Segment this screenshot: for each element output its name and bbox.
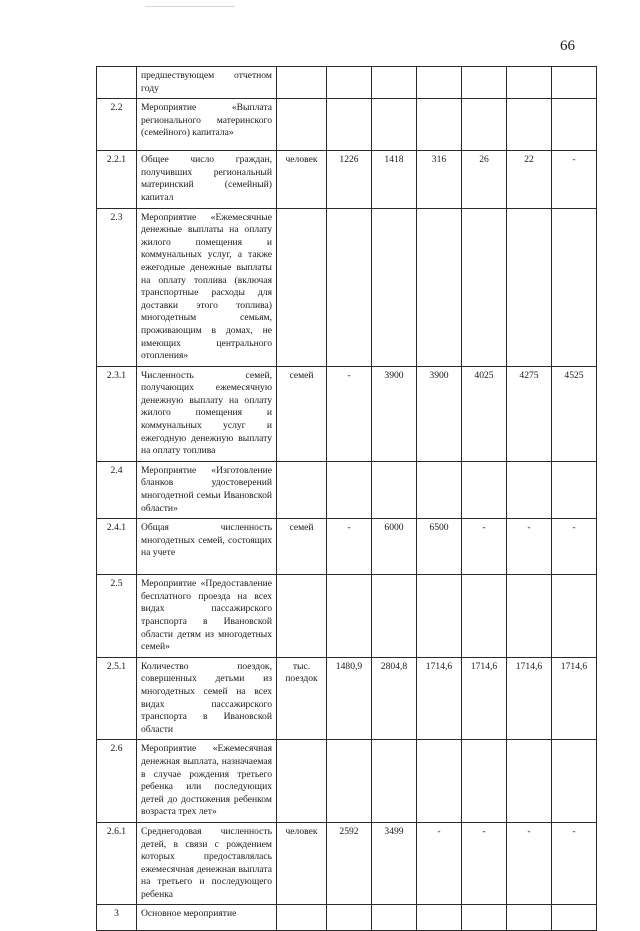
value-cell: - bbox=[327, 519, 372, 575]
value-cell: 1714,6 bbox=[507, 657, 552, 740]
row-description: Среднегодовая численность детей, в связи с рождением которых предоставлялась ежемесячная денежная выплата на третьего и последующего ребенка bbox=[137, 822, 277, 905]
table-row bbox=[97, 905, 597, 931]
value-cell bbox=[552, 575, 597, 658]
value-cell bbox=[462, 99, 507, 151]
value-cell bbox=[462, 905, 507, 931]
value-cell: 6500 bbox=[417, 519, 462, 575]
unit-cell bbox=[277, 461, 327, 518]
unit-cell: человек bbox=[277, 151, 327, 208]
scan-artifact-line bbox=[145, 6, 235, 7]
row-description: Общее число граждан, получивших региональный материнский (семейный) капитал bbox=[137, 151, 277, 208]
row-number: 3 bbox=[97, 905, 137, 931]
value-cell bbox=[327, 208, 372, 366]
row-number: 2.3.1 bbox=[97, 366, 137, 461]
row-description: Мероприятие «Изготовление бланков удостоверений многодетной семьи Ивановской области» bbox=[137, 461, 277, 518]
value-cell: - bbox=[507, 519, 552, 575]
row-description: Общая численность многодетных семей, состоящих на учете bbox=[137, 519, 277, 575]
table-row bbox=[97, 208, 597, 366]
value-cell: 6000 bbox=[372, 519, 417, 575]
row-number: 2.4.1 bbox=[97, 519, 137, 575]
value-cell bbox=[552, 208, 597, 366]
value-cell: 22 bbox=[507, 151, 552, 208]
row-description: Мероприятие «Ежемесячные денежные выплаты на оплату жилого помещения и коммунальных услуг, а также ежегодные денежные выплаты на оплату топлива (включая транспортные расходы для доставки этого топлива) многодетным семьям, проживающим в домах, не имеющих центрального отопления» bbox=[137, 208, 277, 366]
value-cell bbox=[462, 461, 507, 518]
value-cell: 1714,6 bbox=[552, 657, 597, 740]
value-cell bbox=[417, 905, 462, 931]
table-row bbox=[97, 822, 597, 905]
table-row bbox=[97, 151, 597, 208]
unit-cell: семей bbox=[277, 519, 327, 575]
row-number: 2.4 bbox=[97, 461, 137, 518]
value-cell: 1480,9 bbox=[327, 657, 372, 740]
value-cell: 4275 bbox=[507, 366, 552, 461]
value-cell bbox=[372, 208, 417, 366]
unit-cell bbox=[277, 740, 327, 823]
row-number: 2.6.1 bbox=[97, 822, 137, 905]
value-cell bbox=[327, 99, 372, 151]
value-cell bbox=[417, 67, 462, 99]
value-cell bbox=[462, 67, 507, 99]
row-number: 2.5.1 bbox=[97, 657, 137, 740]
table-row bbox=[97, 657, 597, 740]
row-description: Мероприятие «Выплата регионального материнского (семейного) капитала» bbox=[137, 99, 277, 151]
value-cell: - bbox=[507, 822, 552, 905]
row-description: Основное мероприятие bbox=[137, 905, 277, 931]
value-cell bbox=[372, 99, 417, 151]
value-cell bbox=[507, 461, 552, 518]
value-cell: - bbox=[327, 366, 372, 461]
value-cell: 2804,8 bbox=[372, 657, 417, 740]
value-cell bbox=[372, 905, 417, 931]
unit-cell: тыс. поездок bbox=[277, 657, 327, 740]
value-cell: - bbox=[417, 822, 462, 905]
value-cell bbox=[552, 905, 597, 931]
value-cell bbox=[417, 99, 462, 151]
row-description: предшествующем отчетном году bbox=[137, 67, 277, 99]
value-cell bbox=[327, 740, 372, 823]
value-cell bbox=[417, 740, 462, 823]
value-cell bbox=[552, 99, 597, 151]
value-cell: - bbox=[552, 519, 597, 575]
value-cell: 1226 bbox=[327, 151, 372, 208]
value-cell: - bbox=[552, 822, 597, 905]
value-cell bbox=[327, 461, 372, 518]
value-cell: 1714,6 bbox=[417, 657, 462, 740]
table-row bbox=[97, 519, 597, 575]
table-row bbox=[97, 67, 597, 99]
row-number: 2.3 bbox=[97, 208, 137, 366]
table-row bbox=[97, 740, 597, 823]
unit-cell bbox=[277, 208, 327, 366]
value-cell bbox=[372, 740, 417, 823]
value-cell bbox=[417, 461, 462, 518]
row-number: 2.6 bbox=[97, 740, 137, 823]
value-cell bbox=[327, 67, 372, 99]
unit-cell bbox=[277, 99, 327, 151]
unit-cell: семей bbox=[277, 366, 327, 461]
row-description: Численность семей, получающих ежемесячную денежную выплату на оплату жилого помещения и коммунальных услуг и ежегодную денежную выплату на оплату топлива bbox=[137, 366, 277, 461]
value-cell: - bbox=[462, 519, 507, 575]
indicators-table bbox=[96, 66, 597, 931]
value-cell: 3900 bbox=[417, 366, 462, 461]
value-cell: 316 bbox=[417, 151, 462, 208]
value-cell: - bbox=[552, 151, 597, 208]
row-description: Мероприятие «Ежемесячная денежная выплата, назначаемая в случае рождения третьего ребенка или последующих детей до достижения ребенком возраста трех лет» bbox=[137, 740, 277, 823]
unit-cell bbox=[277, 67, 327, 99]
value-cell bbox=[552, 67, 597, 99]
row-number: 2.2 bbox=[97, 99, 137, 151]
row-description: Количество поездок, совершенных детьми из многодетных семей на всех видах пассажирского транспорта в Ивановской области bbox=[137, 657, 277, 740]
row-number: 2.2.1 bbox=[97, 151, 137, 208]
value-cell bbox=[372, 67, 417, 99]
value-cell bbox=[507, 208, 552, 366]
value-cell bbox=[552, 740, 597, 823]
table-row bbox=[97, 366, 597, 461]
unit-cell bbox=[277, 575, 327, 658]
value-cell bbox=[507, 67, 552, 99]
value-cell bbox=[507, 905, 552, 931]
value-cell bbox=[462, 575, 507, 658]
value-cell bbox=[507, 740, 552, 823]
value-cell: 1418 bbox=[372, 151, 417, 208]
value-cell: 26 bbox=[462, 151, 507, 208]
value-cell bbox=[372, 461, 417, 518]
value-cell: - bbox=[462, 822, 507, 905]
value-cell bbox=[507, 99, 552, 151]
value-cell: 2592 bbox=[327, 822, 372, 905]
value-cell: 3499 bbox=[372, 822, 417, 905]
value-cell bbox=[552, 461, 597, 518]
value-cell bbox=[372, 575, 417, 658]
table-row bbox=[97, 575, 597, 658]
value-cell: 4025 bbox=[462, 366, 507, 461]
value-cell bbox=[462, 208, 507, 366]
page-number: 66 bbox=[560, 38, 575, 54]
row-number: 2.5 bbox=[97, 575, 137, 658]
unit-cell bbox=[277, 905, 327, 931]
value-cell bbox=[327, 905, 372, 931]
table-row bbox=[97, 99, 597, 151]
value-cell bbox=[327, 575, 372, 658]
value-cell bbox=[417, 208, 462, 366]
value-cell bbox=[507, 575, 552, 658]
value-cell: 3900 bbox=[372, 366, 417, 461]
value-cell: 4525 bbox=[552, 366, 597, 461]
row-description: Мероприятие «Предоставление бесплатного проезда на всех видах пассажирского транспорта в Ивановской области детям из многодетных семей» bbox=[137, 575, 277, 658]
row-number bbox=[97, 67, 137, 99]
value-cell: 1714,6 bbox=[462, 657, 507, 740]
unit-cell: человек bbox=[277, 822, 327, 905]
table-row bbox=[97, 461, 597, 518]
value-cell bbox=[462, 740, 507, 823]
value-cell bbox=[417, 575, 462, 658]
